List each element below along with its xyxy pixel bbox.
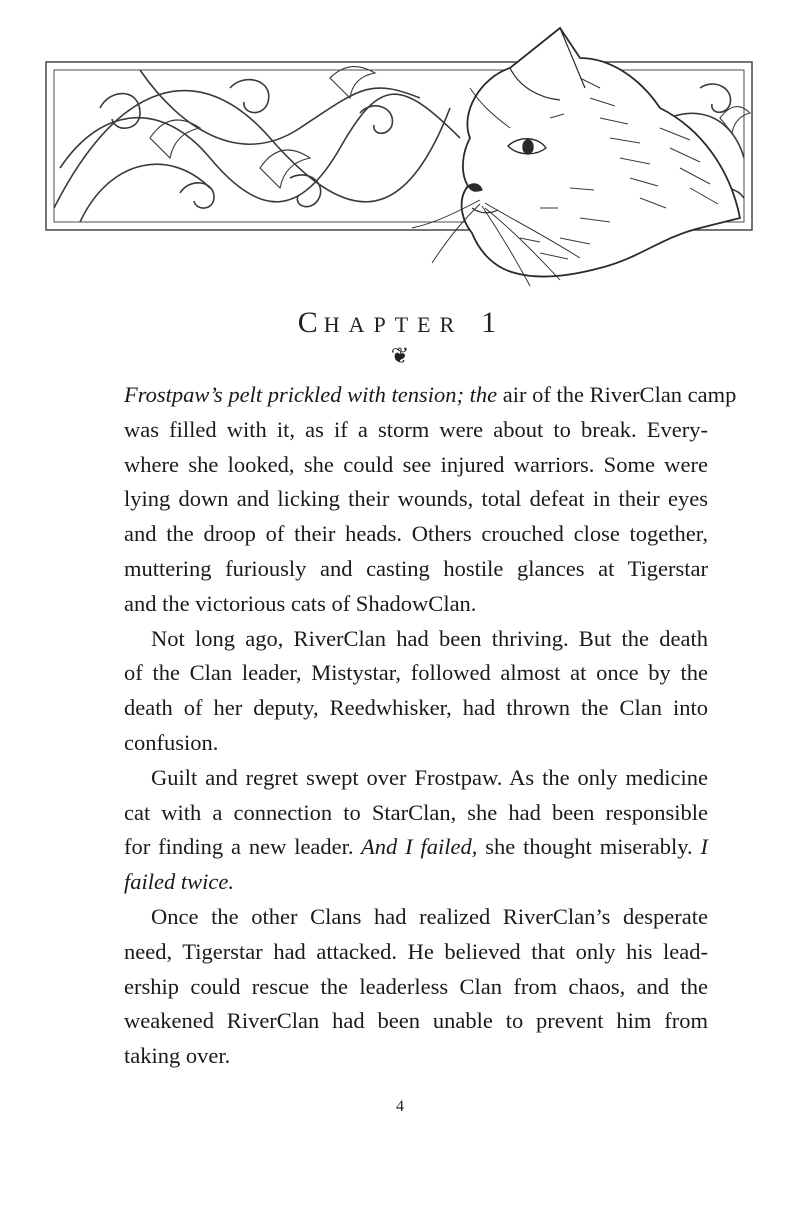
chapter-body	[124, 378, 737, 1074]
text-line: Guilt and regret swept over Frostpaw. As the only medicine	[151, 764, 708, 790]
text-line: Frostpaw’s pelt prickled with tension; the air of the RiverClan camp	[124, 382, 737, 407]
text-line: cat with a connection to StarClan, she had been responsible	[124, 799, 708, 825]
chapter-header-illustration	[40, 18, 770, 288]
text-line: Once the other Clans had realized RiverClan’s desperate	[151, 903, 708, 929]
text-line: where she looked, she could see injured warriors. Some were	[124, 451, 708, 477]
text-line: weakened RiverClan had been unable to prevent him from	[124, 1008, 708, 1034]
paragraph	[124, 378, 737, 622]
paragraph	[124, 900, 708, 1074]
text-line: confusion.	[124, 729, 219, 755]
text-line: was filled with it, as if a storm were about to break. Every-	[124, 416, 708, 442]
text-line: and the droop of their heads. Others crouched close together,	[124, 521, 708, 547]
text-line: taking over.	[124, 1043, 231, 1069]
text-line: of the Clan leader, Mistystar, followed almost at once by the	[124, 660, 708, 686]
chapter-number: 1	[481, 306, 503, 339]
chapter-label-initial: C	[297, 306, 324, 339]
page-number: 4	[396, 1098, 404, 1115]
text-line: lying down and licking their wounds, total defeat in their eyes	[124, 486, 708, 512]
text-line: Not long ago, RiverClan had been thriving. But the death	[151, 625, 708, 651]
text-line: ership could rescue the leaderless Clan from chaos, and the	[124, 973, 708, 999]
text-line: need, Tigerstar had attacked. He believed that only his lead-	[124, 938, 708, 964]
text-line: death of her deputy, Reedwhisker, had thrown the Clan into	[124, 695, 708, 721]
paragraph	[124, 761, 708, 900]
text-line: and the victorious cats of ShadowClan.	[124, 590, 477, 616]
text-line: muttering furiously and casting hostile glances at Tigerstar	[124, 555, 708, 581]
text-line: for finding a new leader. And I failed, she thought miserably. I	[124, 834, 709, 860]
text-line: failed twice.	[124, 869, 234, 895]
fleuron-ornament-icon: ❦	[390, 344, 410, 369]
paragraph	[124, 622, 708, 761]
chapter-heading	[0, 306, 800, 340]
chapter-label-rest: HAPTER	[323, 312, 464, 337]
